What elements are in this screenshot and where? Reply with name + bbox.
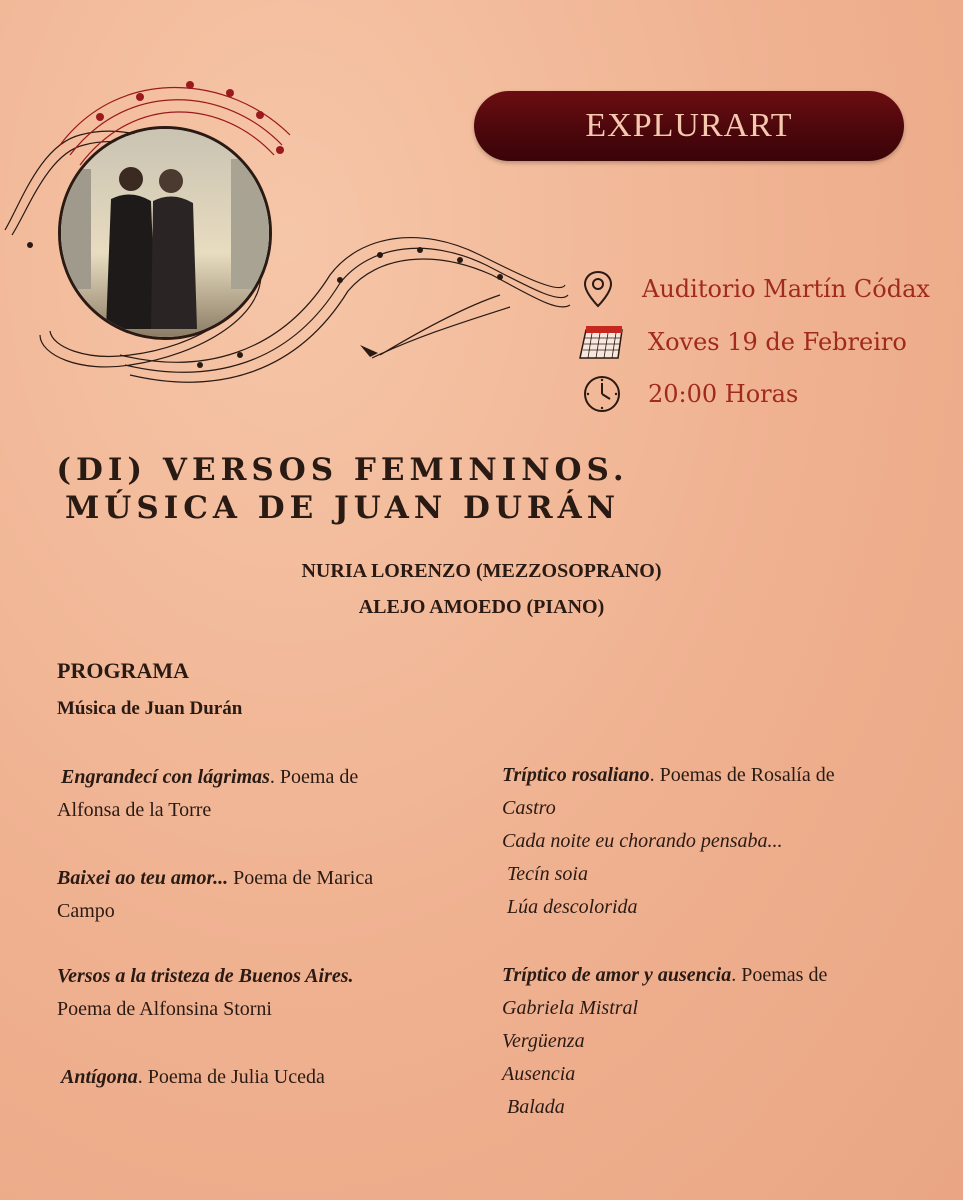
piece-title: Tríptico de amor y ausencia bbox=[502, 964, 732, 986]
piece-line: Tecín soia bbox=[502, 863, 588, 885]
time-text: 20:00 Horas bbox=[648, 380, 799, 408]
piece-left-1 bbox=[57, 761, 457, 827]
piece-right-1 bbox=[502, 759, 942, 924]
piece-left-3 bbox=[57, 960, 457, 1026]
piece-detail: . Poemas de Rosalía de bbox=[649, 764, 835, 786]
programa-heading: PROGRAMA bbox=[57, 658, 189, 683]
concert-title-line2: MÚSICA DE JUAN DURÁN bbox=[64, 490, 621, 526]
piece-line: Ausencia bbox=[502, 1063, 576, 1085]
piece-detail-line2: Campo bbox=[57, 900, 115, 922]
piece-line: Vergüenza bbox=[502, 1030, 585, 1052]
piece-line: Balada bbox=[502, 1096, 565, 1118]
piece-line: Lúa descolorida bbox=[502, 896, 638, 918]
piece-left-2 bbox=[57, 862, 457, 928]
piece-line: Castro bbox=[502, 797, 556, 819]
brand-banner bbox=[474, 91, 904, 161]
piece-right-2 bbox=[502, 959, 942, 1124]
date-row bbox=[576, 322, 907, 362]
venue-row bbox=[576, 268, 930, 310]
piece-detail-line2: Alfonsa de la Torre bbox=[57, 799, 212, 821]
brand-name: EXPLURART bbox=[585, 107, 793, 144]
piece-title: Baixei ao teu amor... bbox=[57, 867, 229, 889]
programa-subheading: Música de Juan Durán bbox=[57, 698, 243, 719]
piece-detail-line2: Poema de Alfonsina Storni bbox=[57, 998, 272, 1020]
venue-text: Auditorio Martín Códax bbox=[642, 275, 930, 303]
piece-title: Engrandecí con lágrimas bbox=[61, 766, 270, 788]
piece-title: Versos a la tristeza de Buenos Aires. bbox=[57, 965, 354, 987]
piece-detail: Poema de Marica bbox=[228, 867, 374, 889]
piece-left-4 bbox=[57, 1061, 457, 1094]
clock-icon bbox=[576, 374, 626, 414]
performer-1: NURIA LORENZO (MEZZOSOPRANO) bbox=[301, 560, 662, 582]
performer-2: ALEJO AMOEDO (PIANO) bbox=[358, 596, 605, 618]
piece-detail: . Poemas de bbox=[731, 964, 828, 986]
piece-title: Antígona bbox=[61, 1066, 138, 1088]
performers-photo bbox=[58, 126, 272, 340]
time-row bbox=[576, 374, 798, 414]
calendar-icon bbox=[576, 322, 626, 362]
piece-line: Cada noite eu chorando pensaba... bbox=[502, 830, 783, 852]
piece-title: Tríptico rosaliano bbox=[502, 764, 650, 786]
piece-detail: . Poema de Julia Uceda bbox=[137, 1066, 325, 1088]
piece-line: Gabriela Mistral bbox=[502, 997, 639, 1019]
date-text: Xoves 19 de Febreiro bbox=[648, 328, 907, 356]
location-pin-icon bbox=[576, 268, 620, 310]
concert-title-line1: (DI) VERSOS FEMININOS. bbox=[56, 452, 629, 488]
piece-detail: . Poema de bbox=[269, 766, 359, 788]
